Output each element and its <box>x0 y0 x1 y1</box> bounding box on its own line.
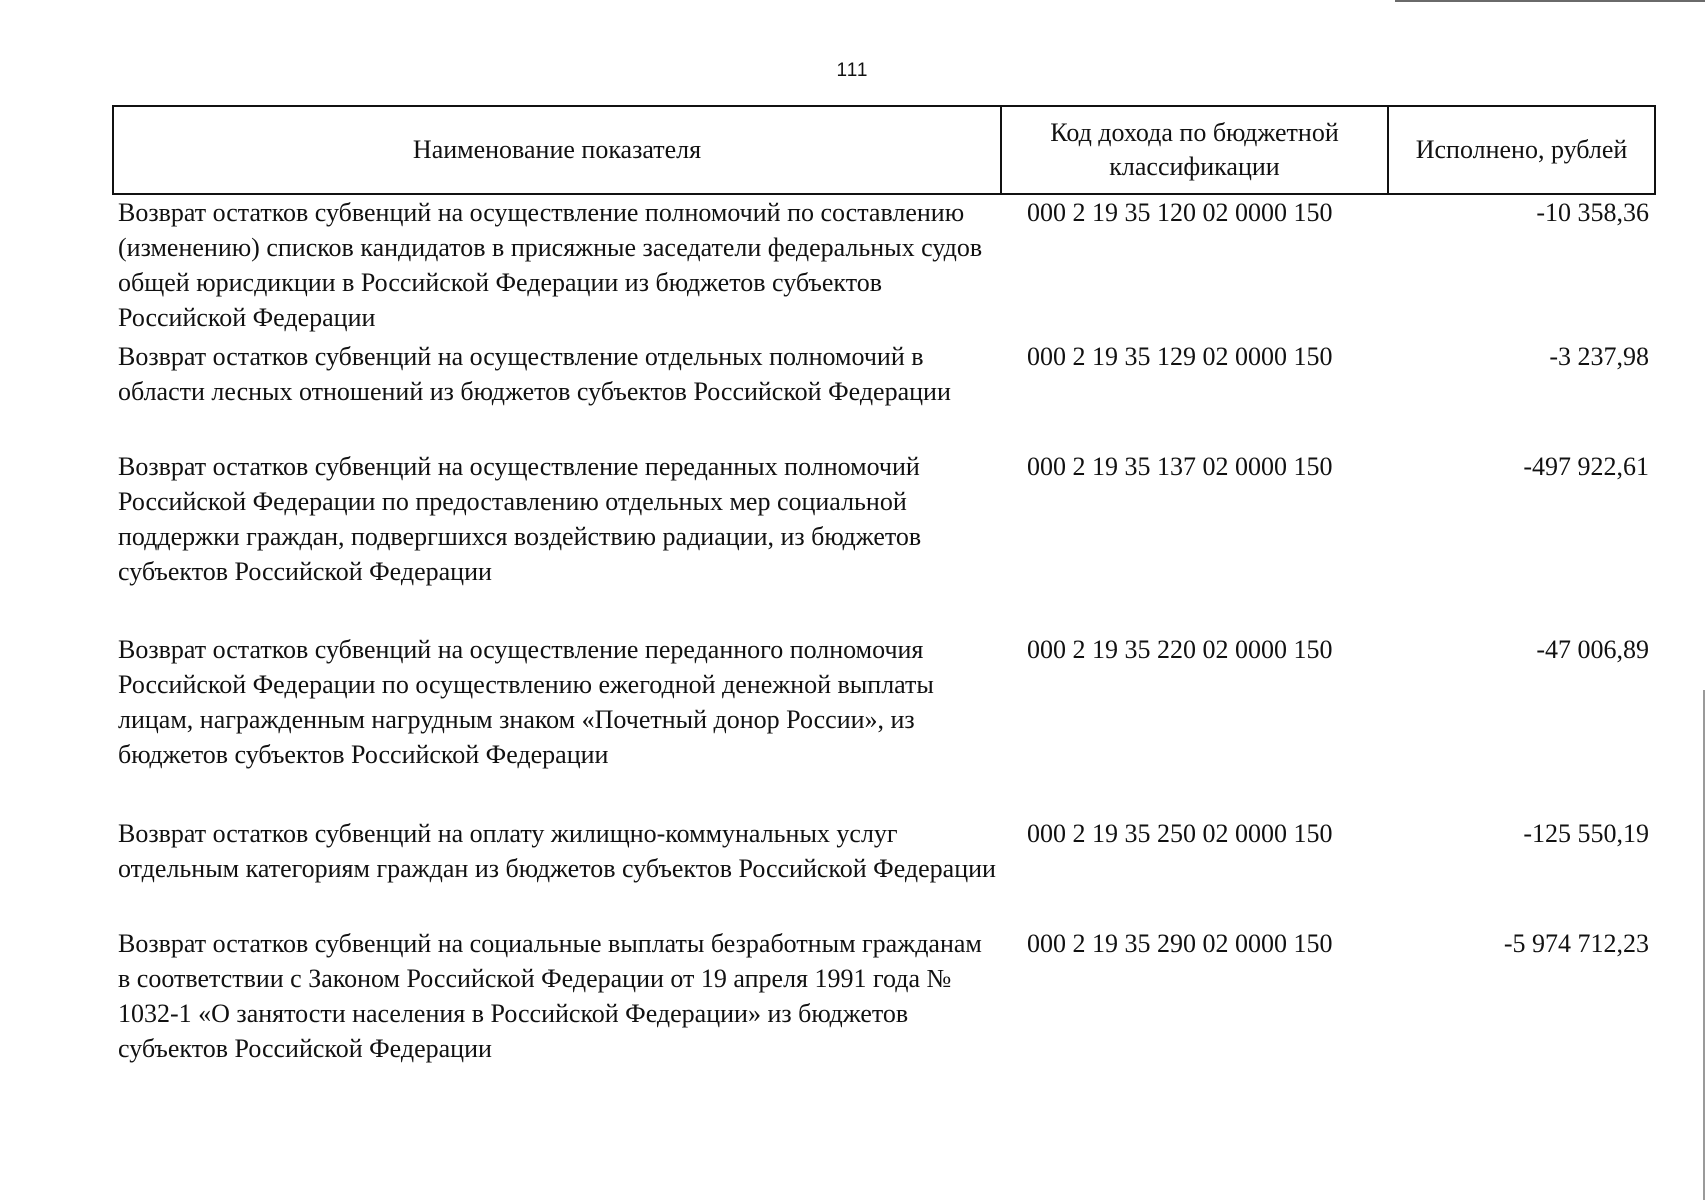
table-row <box>113 926 1655 1071</box>
budget-revenue-table <box>112 105 1656 1071</box>
table-row <box>113 816 1655 926</box>
row-revenue-code: 000 2 19 35 120 02 0000 150 <box>1027 198 1333 227</box>
row-revenue-code: 000 2 19 35 129 02 0000 150 <box>1027 342 1333 371</box>
header-indicator-name: Наименование показателя <box>113 106 1001 194</box>
row-indicator-name: Возврат остатков субвенций на осуществление переданного полномочия Российской Федерации по осуществлению ежегодной денежной выплаты лицам, награжденным нагрудным знаком «Почетный донор России», из бюджетов субъектов Российской Федерации <box>118 635 934 769</box>
row-revenue-code: 000 2 19 35 290 02 0000 150 <box>1027 929 1333 958</box>
table-row <box>113 194 1655 339</box>
table-row <box>113 449 1655 632</box>
row-indicator-name: Возврат остатков субвенций на социальные выплаты безработным гражданам в соответствии с Законом Российской Федерации от 19 апреля 1991 года № 1032-1 «О занятости населения в Российской Федерации» из бюджетов субъектов Российской Федерации <box>118 929 982 1063</box>
row-executed-value: -5 974 712,23 <box>1503 929 1649 958</box>
row-indicator-name: Возврат остатков субвенций на осуществление переданных полномочий Российской Федерации по предоставлению отдельных мер социальной поддержки граждан, подвергшихся воздействию радиации, из бюджетов субъектов Российской Федерации <box>118 452 922 586</box>
row-executed-value: -125 550,19 <box>1523 819 1649 848</box>
row-revenue-code: 000 2 19 35 137 02 0000 150 <box>1027 452 1333 481</box>
header-revenue-code: Код дохода по бюджетной классификации <box>1001 106 1388 194</box>
table-header-row <box>113 106 1655 194</box>
header-executed-rubles: Исполнено, рублей <box>1388 106 1655 194</box>
row-executed-value: -497 922,61 <box>1523 452 1649 481</box>
table-row <box>113 339 1655 449</box>
row-indicator-name: Возврат остатков субвенций на осуществление полномочий по составлению (изменению) списков кандидатов в присяжные заседатели федеральных судов общей юрисдикции в Российской Федерации из бюджетов субъектов Российской Федерации <box>118 198 983 332</box>
row-executed-value: -47 006,89 <box>1536 635 1649 664</box>
row-executed-value: -10 358,36 <box>1536 198 1649 227</box>
row-revenue-code: 000 2 19 35 250 02 0000 150 <box>1027 819 1333 848</box>
row-indicator-name: Возврат остатков субвенций на оплату жилищно-коммунальных услуг отдельным категориям граждан из бюджетов субъектов Российской Федерации <box>118 819 996 883</box>
scan-edge-top <box>1395 0 1705 2</box>
page-number: 111 <box>836 60 869 81</box>
row-executed-value: -3 237,98 <box>1549 342 1649 371</box>
row-indicator-name: Возврат остатков субвенций на осуществление отдельных полномочий в области лесных отношений из бюджетов субъектов Российской Федерации <box>118 342 951 406</box>
row-revenue-code: 000 2 19 35 220 02 0000 150 <box>1027 635 1333 664</box>
table-row <box>113 632 1655 816</box>
